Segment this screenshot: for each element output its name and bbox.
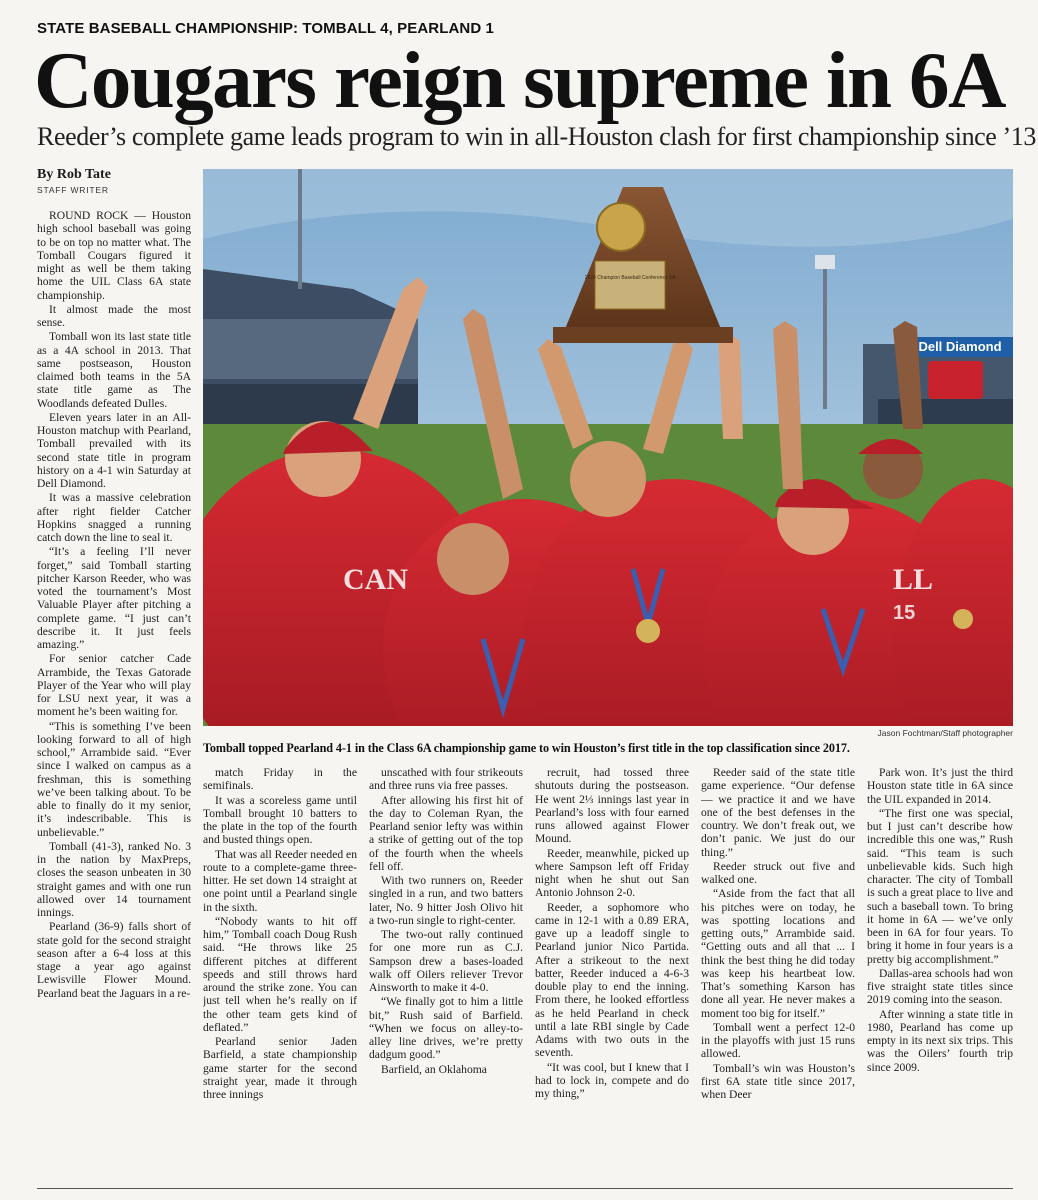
svg-text:CAN: CAN [343,563,408,596]
article-column-3 [369,766,523,1177]
article-paragraph: Tomball won its last state title as a 4A school in 2013. That same postseason, Houston claimed both teams in the 5A state title game as The Woodlands defeated Dulles. [37,330,191,410]
article-paragraph: “It’s a feeling I’ll never forget,” said Tomball starting pitcher Karson Reeder, who was voted the tournament’s Most Valuable Player after pitching a complete game. “I just can’t describe it. It just feels amazing.” [37,545,191,651]
article-paragraph: It almost made the most sense. [37,302,191,329]
article-paragraph: Pearland senior Jaden Barfield, a state championship game starter for the second straight year, made it through three innings [203,1035,357,1101]
trophy-label: 2024 Champion Baseball Conference 6A [584,275,676,281]
photo-credit: Jason Fochtman/Staff photographer [877,728,1013,738]
article-paragraph: “We finally got to him a little bit,” Rush said of Barfield. “When we focus on alley-to-alley line drives, we’re pretty dadgum good.” [369,995,523,1062]
article-paragraph: For senior catcher Cade Arrambide, the Texas Gatorade Player of the Year who will play for LSU next year, it was a moment he’s been waiting for. [37,652,191,719]
article-paragraph: With two runners on, Reeder singled in a run, and two batters later, No. 9 hitter Josh Olivo hit a two-run single to right-center. [369,874,523,927]
photo-caption: Tomball topped Pearland 4-1 in the Class 6A championship game to win Houston’s first title in the top classification since 2017. [203,741,850,755]
article-paragraph: recruit, had tossed three shutouts during the postseason. He went 2⅓ innings last year in Pearland’s loss with four earned runs allowed against Flower Mound. [535,766,689,846]
article-paragraph: unscathed with four strikeouts and three runs via free passes. [369,766,523,793]
article-paragraph: Tomball went a perfect 12-0 in the playoffs with just 15 runs allowed. [701,1020,855,1061]
article-paragraph: Tomball (41-3), ranked No. 3 in the nation by MaxPreps, closes the season unbeaten in 30 straight games and with one run allowed over 14 tournament innings. [37,839,191,919]
article-paragraph: “It was cool, but I knew that I had to lock in, compete and do my thing,” [535,1060,689,1100]
svg-text:15: 15 [893,602,916,624]
article-paragraph: Park won. It’s just the third Houston state title in 6A since the UIL expanded in 2014. [867,766,1013,806]
svg-text:LL: LL [893,563,934,596]
article-column-1 [37,209,191,1177]
kicker: STATE BASEBALL CHAMPIONSHIP: TOMBALL 4, PEARLAND 1 [37,20,494,37]
article-paragraph: After winning a state title in 1980, Pearland has come up empty in its next six trips. This was the Oilers’ fourth trip since 2009. [867,1007,1013,1074]
article-column-5 [701,766,855,1177]
article-paragraph: It was a massive celebration after right fielder Catcher Hopkins snagged a running catch down the line to seal it. [37,491,191,544]
deck: Reeder’s complete game leads program to win in all-Houston clash for first championship since ’13 [37,122,1037,151]
bottom-rule [37,1188,1013,1189]
article-paragraph: After allowing his first hit of the day to Coleman Ryan, the Pearland senior lefty was within a strike of getting out of the top of the fourth when the wheels fell off. [369,793,523,873]
article-paragraph: “The first one was special, but I just can’t describe how incredible this one was,” Rush said. “This team is such unbelievable kids. Such high character. The city of Tomball is such a great place to live and such a baseball town. To bring it home in 6A — we’ve only been in 6A for four years. To bring it home in four years is a pretty big accomplishment.” [867,806,1013,966]
article-paragraph: match Friday in the semifinals. [203,766,357,793]
article-paragraph: Reeder struck out five and walked one. [701,859,855,886]
headline: Cougars reign supreme in 6A [34,35,1005,125]
article-paragraph: The two-out rally continued for one more run as C.J. Sampson drew a bases-loaded walk off Oilers reliever Trevor Ainsworth to make it 4-0. [369,928,523,994]
article-paragraph: Reeder, a sophomore who came in 12-1 with a 0.89 ERA, gave up a leadoff single to Pearland junior Nico Partida. After a strikeout to the next batter, Reeder induced a 4-6-3 double play to end the inning. From there, he looked effortless as he held Pearland in check until a late RBI single by Cade Adams with two outs in the seventh. [535,900,689,1060]
article-column-6 [867,766,1013,1177]
article-paragraph: Reeder said of the state title game experience. “Our defense — we practice it and we have one of the best defenses in the country. We don’t freak out, we don’t panic. We just do our thing.” [701,766,855,859]
article-paragraph: “This is something I’ve been looking forward to all of high school,” Arrambide said. “Ever since I walked on campus as a freshman, this is something we’ve been talking about. To be able to finally do it my senior, it’s indescribable. This is unbelievable.” [37,719,191,839]
article-paragraph: It was a scoreless game until Tomball brought 10 batters to the plate in the top of the fourth and busted things open. [203,793,357,847]
article-paragraph: “Aside from the fact that all his pitches were on today, he was spotting locations and getting outs,” Arrambide said. “Getting outs and all that ... I think the best thing he did today was keep his heartbeat low. That’s something Karson has done all year. He never makes a moment too big for itself.” [701,887,855,1020]
photo-illustration [203,169,1013,726]
byline: By Rob Tate [37,167,111,182]
article-paragraph: ROUND ROCK — Houston high school baseball was going to be on top no matter what. The Tomball Cougars figured it might as well be them taking home the UIL Class 6A state championship. [37,209,191,302]
article-paragraph: Pearland (36-9) falls short of state gold for the second straight season after a 6-4 loss at this stage a year ago against Lewisville Flower Mound. Pearland beat the Jaguars in a re- [37,920,191,1000]
article-paragraph: Reeder, meanwhile, picked up where Sampson left off Friday night when he shut out San Antonio Johnson 2-0. [535,846,689,900]
scoreboard-text: Dell Diamond [918,339,1002,354]
article-paragraph: That was all Reeder needed en route to a complete-game three-hitter. He set down 14 straight at one point until a Pearland single in the sixth. [203,847,357,914]
article-column-2 [203,766,357,1177]
article-column-4 [535,766,689,1177]
article-paragraph: Dallas-area schools had won five straight state titles since 2019 coming into the season. [867,966,1013,1007]
article-paragraph: Eleven years later in an All-Houston matchup with Pearland, Tomball prevailed with its second state title in program history on a 4-1 win Saturday at Dell Diamond. [37,410,191,490]
byline-role: STAFF WRITER [37,185,109,195]
article-paragraph: “Nobody wants to hit off him,” Tomball coach Doug Rush said. “He throws like 25 different pitches at different speeds and still throws hard around the strike zone. You can just tell when he’s really on if the other team gets kind of deflated.” [203,914,357,1034]
article-paragraph: Tomball’s win was Houston’s first 6A state title since 2017, when Deer [701,1061,855,1101]
celebration-photo [203,169,1013,726]
article-paragraph: Barfield, an Oklahoma [381,1062,487,1076]
